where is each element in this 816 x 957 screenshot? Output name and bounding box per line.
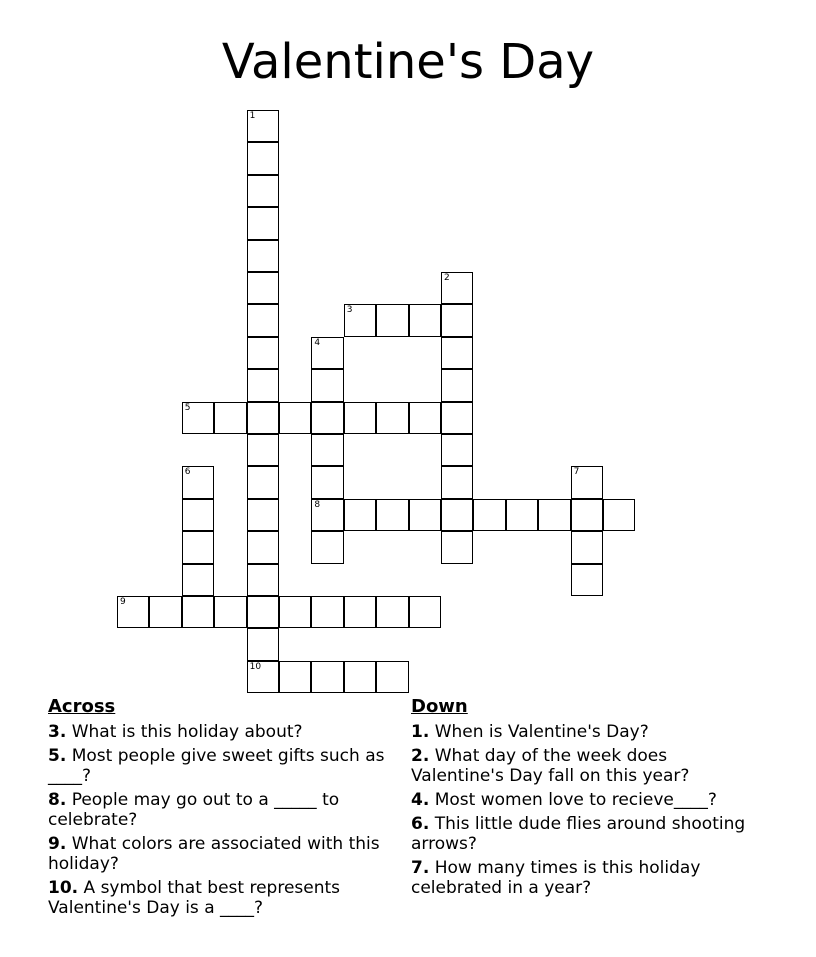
clue-number: 4. bbox=[411, 790, 430, 810]
crossword-cell[interactable] bbox=[247, 110, 279, 142]
crossword-cell[interactable] bbox=[247, 499, 279, 531]
crossword-cell[interactable] bbox=[311, 466, 343, 498]
clue-number: 2. bbox=[411, 746, 430, 766]
crossword-cell[interactable] bbox=[441, 434, 473, 466]
crossword-cell[interactable] bbox=[182, 402, 214, 434]
crossword-cell[interactable] bbox=[344, 304, 376, 336]
crossword-cell[interactable] bbox=[376, 596, 408, 628]
crossword-cell[interactable] bbox=[409, 596, 441, 628]
down-clue bbox=[411, 858, 751, 898]
crossword-cell[interactable] bbox=[344, 661, 376, 693]
crossword-cell[interactable] bbox=[247, 272, 279, 304]
crossword-cell[interactable] bbox=[247, 175, 279, 207]
crossword-cell[interactable] bbox=[473, 499, 505, 531]
clue-number-label: 9 bbox=[120, 597, 126, 607]
crossword-cell[interactable] bbox=[247, 240, 279, 272]
crossword-cell[interactable] bbox=[311, 661, 343, 693]
page-title: Valentine's Day bbox=[221, 34, 595, 90]
crossword-cell[interactable] bbox=[247, 207, 279, 239]
crossword-cell[interactable] bbox=[311, 369, 343, 401]
crossword-cell[interactable] bbox=[247, 402, 279, 434]
crossword-cell[interactable] bbox=[247, 337, 279, 369]
crossword-cell[interactable] bbox=[506, 499, 538, 531]
crossword-cell[interactable] bbox=[571, 531, 603, 563]
crossword-cell[interactable] bbox=[182, 531, 214, 563]
clue-number: 7. bbox=[411, 858, 430, 878]
across-clues bbox=[48, 696, 388, 922]
crossword-cell[interactable] bbox=[311, 402, 343, 434]
crossword-cell[interactable] bbox=[441, 499, 473, 531]
crossword-cell[interactable] bbox=[311, 499, 343, 531]
clue-number: 1. bbox=[411, 722, 430, 742]
clue-text: How many times is this holiday celebrated in a year? bbox=[411, 858, 701, 898]
across-clue bbox=[48, 878, 388, 918]
clue-text: Most women love to recieve____? bbox=[434, 790, 717, 810]
crossword-cell[interactable] bbox=[538, 499, 570, 531]
crossword-cell[interactable] bbox=[409, 304, 441, 336]
crossword-cell[interactable] bbox=[344, 499, 376, 531]
across-clue bbox=[48, 722, 388, 742]
crossword-cell[interactable] bbox=[117, 596, 149, 628]
crossword-cell[interactable] bbox=[247, 628, 279, 660]
crossword-cell[interactable] bbox=[247, 531, 279, 563]
across-heading: Across bbox=[48, 696, 116, 717]
clue-number-label: 4 bbox=[314, 337, 321, 348]
clue-number-label: 10 bbox=[249, 661, 262, 672]
across-clue bbox=[48, 746, 388, 786]
crossword-cell[interactable] bbox=[182, 596, 214, 628]
clue-text: What is this holiday about? bbox=[71, 722, 303, 742]
crossword-cell[interactable] bbox=[441, 531, 473, 563]
crossword-cell[interactable] bbox=[603, 499, 635, 531]
crossword-cell[interactable] bbox=[149, 596, 181, 628]
clue-number: 5. bbox=[48, 746, 67, 766]
crossword-cell[interactable] bbox=[441, 304, 473, 336]
crossword-cell[interactable] bbox=[571, 466, 603, 498]
clue-text: People may go out to a _____ to celebrate? bbox=[48, 790, 340, 830]
crossword-cell[interactable] bbox=[344, 596, 376, 628]
crossword-cell[interactable] bbox=[247, 369, 279, 401]
crossword-cell[interactable] bbox=[409, 499, 441, 531]
down-clues bbox=[411, 696, 751, 902]
crossword-cell[interactable] bbox=[311, 531, 343, 563]
crossword-cell[interactable] bbox=[344, 402, 376, 434]
clue-number-label: 2 bbox=[444, 273, 450, 283]
crossword-cell[interactable] bbox=[409, 402, 441, 434]
crossword-cell[interactable] bbox=[376, 402, 408, 434]
crossword-cell[interactable] bbox=[376, 661, 408, 693]
clue-number-label: 1 bbox=[249, 111, 256, 121]
down-clue bbox=[411, 790, 751, 810]
crossword-cell[interactable] bbox=[247, 142, 279, 174]
clue-number: 9. bbox=[48, 834, 67, 854]
crossword-cell[interactable] bbox=[571, 499, 603, 531]
crossword-cell[interactable] bbox=[311, 596, 343, 628]
crossword-cell[interactable] bbox=[571, 564, 603, 596]
crossword-cell[interactable] bbox=[441, 466, 473, 498]
clue-text: Most people give sweet gifts such as ____? bbox=[48, 746, 385, 786]
clue-number: 10. bbox=[48, 878, 79, 898]
across-clue bbox=[48, 834, 388, 874]
crossword-cell[interactable] bbox=[279, 596, 311, 628]
clue-text: A symbol that best represents Valentine's Day is a ____? bbox=[48, 878, 341, 918]
clue-number-label: 3 bbox=[346, 305, 353, 316]
down-clue bbox=[411, 814, 751, 854]
crossword-cell[interactable] bbox=[279, 402, 311, 434]
clue-number-label: 7 bbox=[573, 467, 580, 478]
crossword-cell[interactable] bbox=[247, 304, 279, 336]
clue-number: 3. bbox=[48, 722, 67, 742]
crossword-cell[interactable] bbox=[247, 434, 279, 466]
crossword-cell[interactable] bbox=[279, 661, 311, 693]
crossword-cell[interactable] bbox=[182, 466, 214, 498]
crossword-cell[interactable] bbox=[247, 596, 279, 628]
crossword-cell[interactable] bbox=[247, 564, 279, 596]
crossword-cell[interactable] bbox=[311, 337, 343, 369]
crossword-cell[interactable] bbox=[247, 466, 279, 498]
crossword-cell[interactable] bbox=[311, 434, 343, 466]
clue-text: This little dude flies around shooting arrows? bbox=[411, 814, 746, 854]
clue-text: When is Valentine's Day? bbox=[434, 722, 649, 742]
crossword-cell[interactable] bbox=[214, 402, 246, 434]
crossword-cell[interactable] bbox=[214, 596, 246, 628]
crossword-cell[interactable] bbox=[376, 304, 408, 336]
clue-number: 8. bbox=[48, 790, 67, 810]
crossword-cell[interactable] bbox=[441, 337, 473, 369]
crossword-cell[interactable] bbox=[441, 402, 473, 434]
down-clue bbox=[411, 722, 751, 742]
clue-number-label: 6 bbox=[184, 467, 191, 478]
down-clue bbox=[411, 746, 751, 786]
crossword-cell[interactable] bbox=[182, 499, 214, 531]
crossword-cell[interactable] bbox=[376, 499, 408, 531]
crossword-cell[interactable] bbox=[441, 369, 473, 401]
crossword-cell[interactable] bbox=[182, 564, 214, 596]
clue-text: What colors are associated with this holiday? bbox=[48, 834, 380, 874]
clue-text: What day of the week does Valentine's Day fall on this year? bbox=[411, 746, 690, 786]
clue-number-label: 5 bbox=[184, 402, 191, 413]
crossword-cell[interactable] bbox=[441, 272, 473, 304]
down-heading: Down bbox=[411, 696, 468, 717]
across-clue bbox=[48, 790, 388, 830]
clue-number-label: 8 bbox=[314, 499, 321, 510]
crossword-cell[interactable] bbox=[247, 661, 279, 693]
clue-number: 6. bbox=[411, 814, 430, 834]
